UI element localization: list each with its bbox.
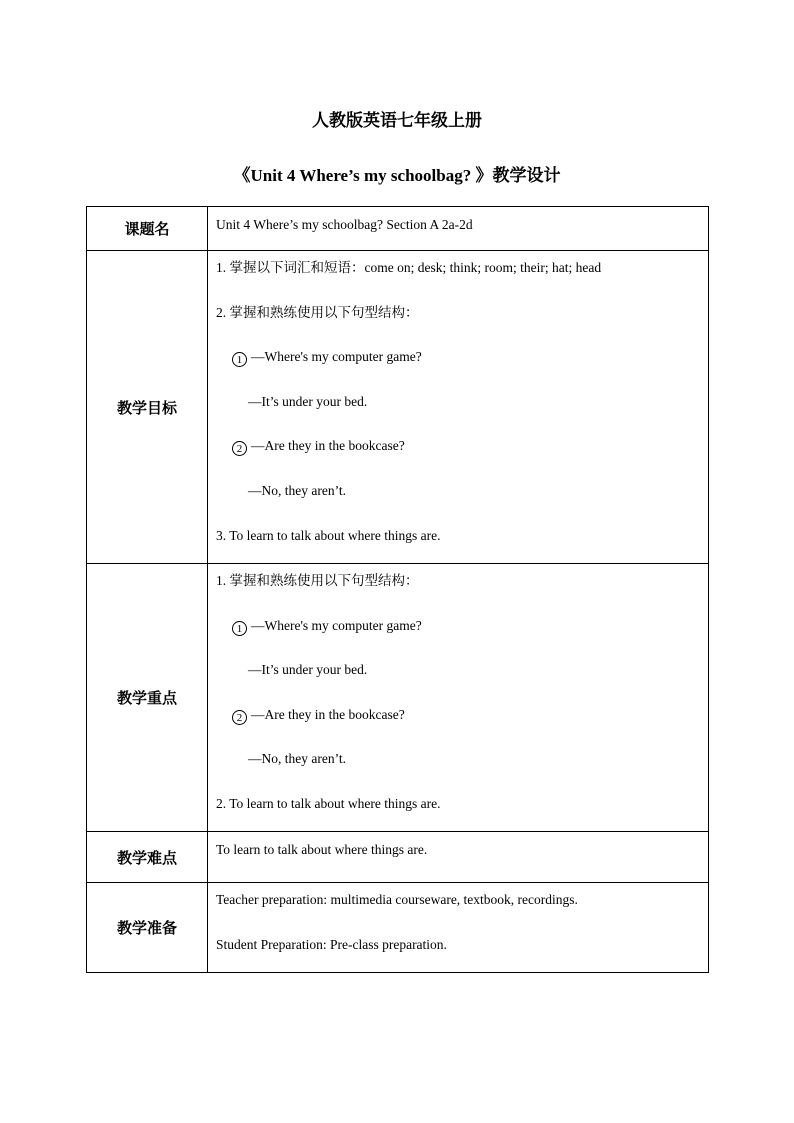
table-row-difficulties: [87, 832, 709, 883]
keypoint-dialogue-text: —Are they in the bookcase?: [251, 706, 405, 722]
table-row-keypoints: [87, 564, 709, 832]
keypoint-line-6: 2. To learn to talk about where things are.: [216, 795, 441, 811]
preparation-line-student: Student Preparation: Pre-class preparation.: [216, 936, 447, 952]
label-difficulties: 教学难点: [87, 832, 208, 883]
keypoint-line-3: —It’s under your bed.: [248, 662, 368, 678]
objective-line-3: [216, 340, 708, 385]
objective-line-1: 1. 掌握以下词汇和短语：come on; desk; think; room; their; hat; head: [216, 260, 602, 275]
difficulties-text: To learn to talk about where things are.: [216, 842, 428, 857]
objective-line-6: —No, they aren’t.: [248, 482, 346, 498]
content-objectives: [208, 251, 709, 564]
objective-dialogue-text: —Where's my computer game?: [251, 349, 422, 365]
keypoint-line-4: [216, 698, 708, 743]
content-keypoints: [208, 564, 709, 832]
lesson-plan-table: [86, 206, 709, 973]
objective-line-4: —It’s under your bed.: [248, 393, 368, 409]
objective-line-2: 2. 掌握和熟练使用以下句型结构：: [216, 304, 419, 320]
content-topic: [208, 207, 709, 251]
topic-text: Unit 4 Where’s my schoolbag? Section A 2a-2d: [216, 217, 473, 232]
keypoint-line-2: [216, 609, 708, 654]
document-subtitle: 《Unit 4 Where’s my schoolbag? 》教学设计: [233, 166, 561, 185]
circled-number-marker: 2: [232, 441, 247, 456]
circled-number-marker: 1: [232, 352, 247, 367]
label-preparation: 教学准备: [87, 883, 208, 973]
keypoint-line-1: 1. 掌握和熟练使用以下句型结构：: [216, 573, 419, 588]
table-row-topic: [87, 207, 709, 251]
keypoint-line-5: —No, they aren’t.: [248, 751, 346, 767]
keypoint-dialogue-text: —Where's my computer game?: [251, 617, 422, 633]
circled-number-marker: 1: [232, 621, 247, 636]
content-preparation: [208, 883, 709, 973]
table-row-objectives: [87, 251, 709, 564]
document-title: 人教版英语七年级上册: [312, 111, 482, 130]
objective-line-5: [216, 429, 708, 474]
objective-dialogue-text: —Are they in the bookcase?: [251, 438, 405, 454]
circled-number-marker: 2: [232, 710, 247, 725]
label-keypoints: 教学重点: [87, 564, 208, 832]
content-difficulties: [208, 832, 709, 883]
label-topic: 课题名: [87, 207, 208, 251]
table-row-preparation: [87, 883, 709, 973]
preparation-line-teacher: Teacher preparation: multimedia courseware, textbook, recordings.: [216, 892, 578, 907]
objective-line-7: 3. To learn to talk about where things are.: [216, 527, 441, 543]
label-objectives: 教学目标: [87, 251, 208, 564]
